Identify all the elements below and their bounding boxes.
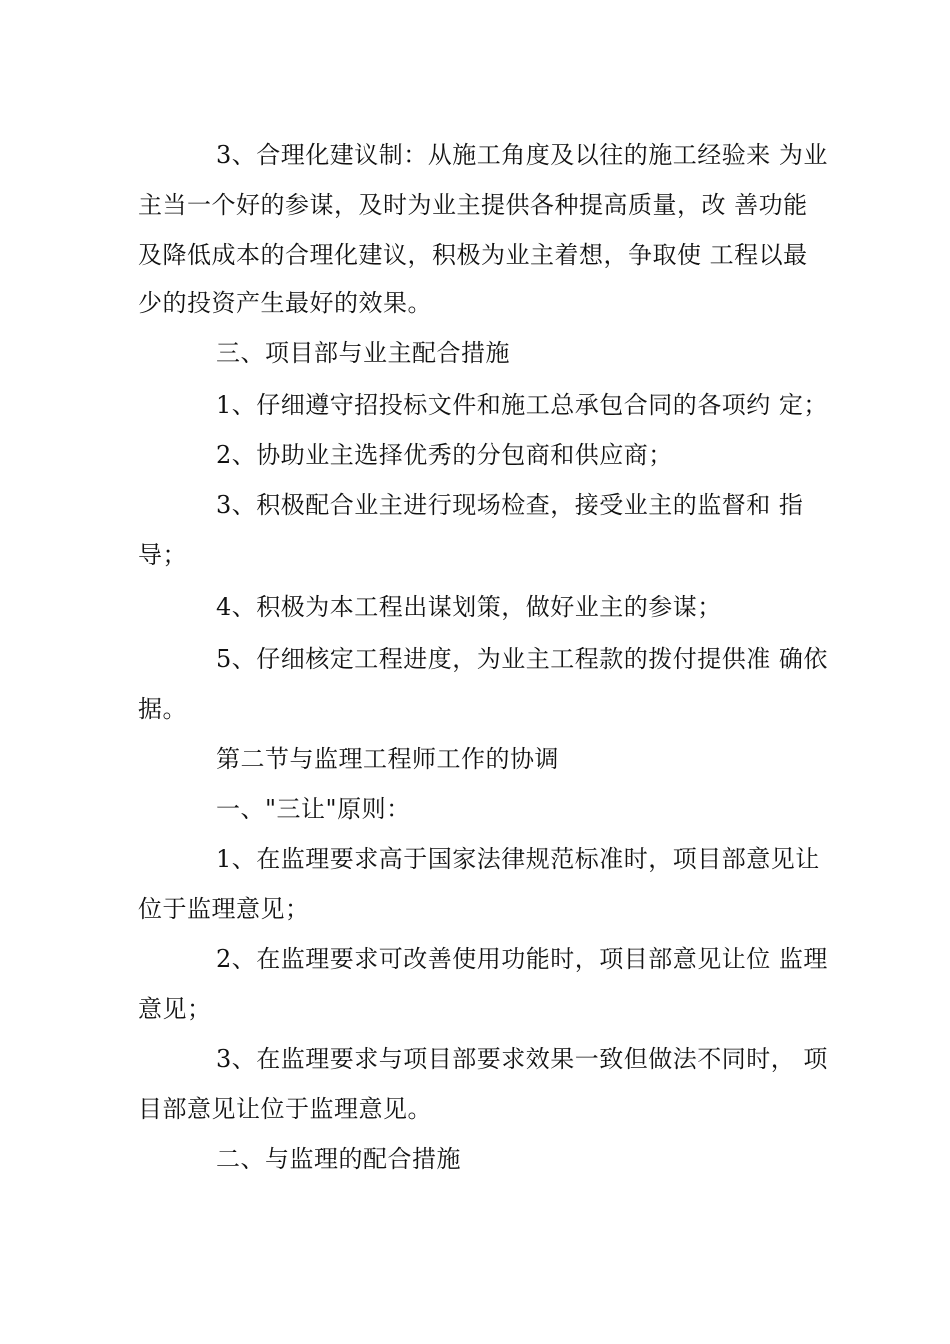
section-heading: 三、项目部与业主配合措施: [216, 339, 510, 367]
paragraph-line: 3、合理化建议制：从施工角度及以往的施工经验来 为业: [216, 141, 828, 169]
paragraph-line: 少的投资产生最好的效果。: [138, 289, 432, 317]
paragraph-line: 据。: [138, 695, 187, 723]
section-heading: 第二节与监理工程师工作的协调: [216, 745, 559, 773]
paragraph-line: 1、仔细遵守招投标文件和施工总承包合同的各项约 定；: [216, 391, 828, 419]
paragraph-line: 1、在监理要求高于国家法律规范标准时，项目部意见让: [216, 845, 820, 873]
paragraph-line: 5、仔细核定工程进度，为业主工程款的拨付提供准 确依: [216, 645, 828, 673]
section-heading: 二、与监理的配合措施: [216, 1145, 461, 1173]
paragraph-line: 3、在监理要求与项目部要求效果一致但做法不同时， 项: [216, 1045, 828, 1073]
paragraph-line: 及降低成本的合理化建议，积极为业主着想，争取使 工程以最: [138, 241, 808, 269]
paragraph-line: 4、积极为本工程出谋划策，做好业主的参谋；: [216, 593, 722, 621]
paragraph-line: 意见；: [138, 995, 212, 1023]
paragraph-line: 主当一个好的参谋，及时为业主提供各种提高质量，改 善功能: [138, 191, 808, 219]
paragraph-line: 目部意见让位于监理意见。: [138, 1095, 432, 1123]
paragraph-line: 2、协助业主选择优秀的分包商和供应商；: [216, 441, 673, 469]
section-heading: 一、"三让"原则：: [216, 795, 411, 823]
paragraph-line: 位于监理意见；: [138, 895, 310, 923]
paragraph-line: 2、在监理要求可改善使用功能时，项目部意见让位 监理: [216, 945, 828, 973]
paragraph-line: 3、积极配合业主进行现场检查，接受业主的监督和 指: [216, 491, 804, 519]
paragraph-line: 导；: [138, 541, 187, 569]
